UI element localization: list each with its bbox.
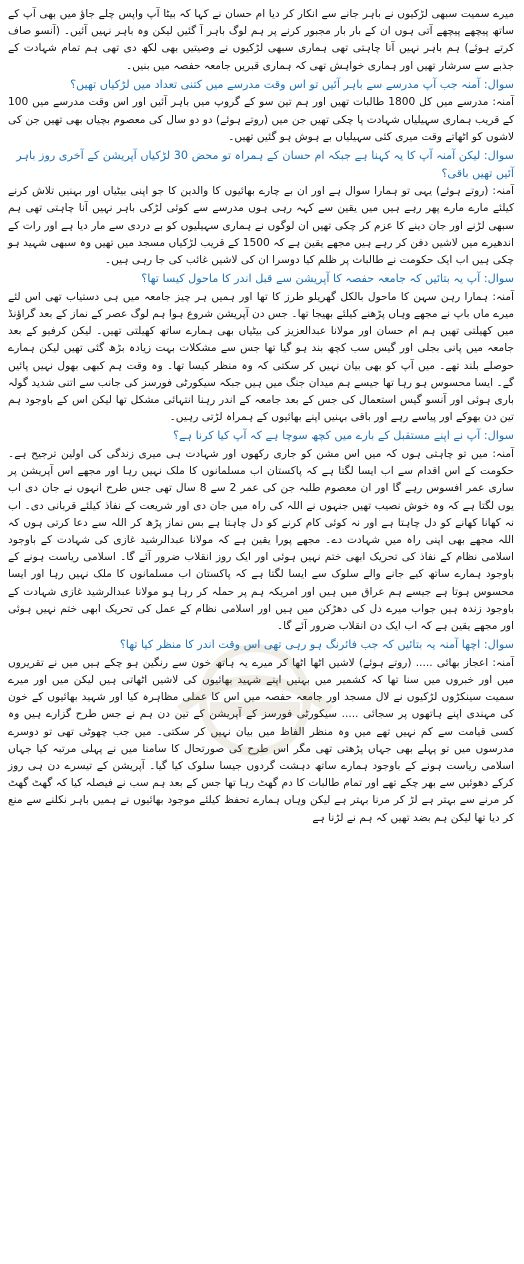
interview-answer: میرے سمیت سبھی لڑکیوں نے باہر جانے سے انکار کر دیا ام حسان نے کہا کہ بیٹا آپ واپس چلے جاؤ میں بھی آپ کے ساتھ پیچھے پیچھے آتی ہوں ان کے بار بار مجبور کرنے پر ہم لوگ باہر آ گئیں لیکن وہ باہر نہیں آئیں۔ (آنسو صاف کرتے ہوئے) ہم باہر نہیں آنا چاہتی تھی ہماری سبھی لڑکیوں نے وصیتیں بھی لکھ دی تھی ہم تمام شہادت کے جذبے سے سرشار تھیں اور ہماری خواہش تھی کہ ہماری قبریں جامعہ حفصہ میں بنیں۔ [8, 8, 514, 72]
interview-answer: آمنہ: اعجاز بھائی ..... (روتے ہوئے) لاشیں اٹھا اٹھا کر میرے یہ ہاتھ خون سے رنگین ہو چکے ہیں میں نے تقریروں میں اور خبروں میں سنا تھا کہ کشمیر میں بہنیں اپنے شہید بھائیوں کی لاشیں اٹھاتی ہیں لیکن میں اور میرے سمیت سینکڑوں لڑکیوں نے لال مسجد اور جامعہ حفصہ میں اس کا عملی مظاہرہ کیا اور شہید بھائیوں کے خون کی مہندی اپنے ہاتھوں پر سجائی ..... سیکورٹی فورسز کے آپریشن کے تین دن ہم نے جس طرح گزارے ہیں وہ کسی قیامت سے کم نہیں تھے میں وہ منظر الفاظ میں بیان نہیں کر سکتی۔ میں جب چھوٹی تھی تو دوسرے مدرسوں میں تو پہلے بھی جہاں پڑھتی تھی مگر اس طرح کی صورتحال کا سامنا میں نے پہلی مرتبہ کیا جہاں اسلامی ریاست ہونے کے باوجود ہمارے ساتھ دہشت گردوں جیسا سلوک کیا گیا۔ آپریشن کے تیسرے دن ہی روز کرکے دھوئیں سے بھر چکے تھے اور تمام طالبات کا دم گھٹ رہا تھا جس کے بعد ہم سب نے فیصلہ کیا کہ گھٹ گھٹ کر مرنے سے بہتر ہے لڑ کر مرنا بہتر ہے لیکن وہاں ہمارے تحفظ کیلئے موجود بھائیوں نے ہمیں باہر نکلنے سے منع کر دیا تھا لیکن ہم بضد تھیں کہ ہم نے لڑنا ہے [8, 656, 514, 824]
interview-question: سوال: آپ یہ بتائیں کہ جامعہ حفصہ کا آپریشن سے قبل اندر کا ماحول کیسا تھا؟ [141, 272, 514, 286]
interview-answer: آمنہ: مدرسے میں کل 1800 طالبات تھیں اور ہم تین سو کے گروپ میں باہر آئیں اور اس وقت مدرسے میں 100 کے قریب ہماری سہیلیاں شہادت پا چکی تھیں جن میں (روتے ہوئے) دو دو سال کی معصوم بچیاں بھی تھیں جن کی لاشوں کو اٹھاتے وقت میری کئی سہیلیاں بے ہوش ہو گئیں تھیں۔ [8, 96, 514, 143]
interview-question: سوال: لیکن آمنہ آپ کا یہ کہنا ہے جبکہ ام حسان کے ہمراہ تو محض 30 لڑکیاں آپریشن کے آخری روز باہر آئیں تھیں باقی؟ [16, 149, 514, 180]
interview-question: سوال: اچھا آمنہ یہ بتائیں کہ جب فائرنگ ہو رہی تھی اس وقت اندر کا منظر کیا تھا؟ [119, 638, 514, 652]
interview-answer: آمنہ: میں تو چاہتی ہوں کہ میں اس مشن کو جاری رکھوں اور شہادت ہی میری زندگی کی اولین ترجیح ہے۔ حکومت کے اس اقدام سے اب ایسا لگتا ہے کہ پاکستان اب مسلمانوں کا ملک نہیں رہا اور مجھے اس آپریشن پر ساری عمر افسوس رہے گا اور ان معصوم طلبہ جن کی عمر 2 سے 8 سال تھی جس طرح انہوں نے جان دی اب یوں لگتا ہے کہ وہ خوش نصیب تھیں جنہوں نے اللہ کی راہ میں جان دی اور شریعت کے نفاذ کیلئے قربانی دی۔ اب نہ کھانا کھانے کو دل چاہتا ہے اور نہ کوئی کام کرنے کو دل چاہتا ہے بس نماز پڑھ کر اللہ سے دعا کرتی ہوں کہ اللہ مجھے بھی اپنی راہ میں شہادت دے۔ مجھے پورا یقین ہے کہ مولانا عبدالرشید غازی کی شہادت کے باوجود اسلامی نظام کے نفاذ کی تحریک ابھی ختم نہیں ہوئی اور ایک روز انقلاب ضرور آئے گا۔ اسلامی ریاست ہونے کے باوجود ہمارے ساتھ کیے جانے والے سلوک سے ایسا لگتا ہے کہ پاکستان اب مسلمانوں کا ملک نہیں رہا اور ایسا محسوس ہوتا ہے جیسے ہم عراق میں ہیں اور امریکہ ہم پر حملہ کر رہا ہو مولانا عبدالرشید غازی شہادت کے باوجود زندہ ہیں جواب میرے دل کی دھڑکن میں ہیں اور اسلامی نظام کے عمل کی تحریک ابھی ختم نہیں ہوئی اور مجھے یقین ہے کہ اب ایک دن انقلاب ضرور آئے گا۔ [8, 448, 514, 633]
interview-answer: آمنہ: (روتے ہوئے) یہی تو ہمارا سوال ہے اور ان بے چارے بھائیوں کا والدین کا جو اپنی بیٹیاں اور بہنیں تلاش کرنے کیلئے مارے مارے پھر رہے ہیں میں یقین سے کہہ رہی ہوں مدرسے سے کوئی لڑکی باہر نہیں آنا چاہتی تھی ہم سبھی لڑنے اور جان دینے کا عزم کر چکی تھیں ان لوگوں نے ہماری سہیلیوں کو بے دردی سے مار دیا ہے اور رات کے اندھیرے میں لاشیں دفن کر رہے ہیں مجھے یقین ہے کہ 1500 کے قریب لڑکیاں مسجد میں تھیں وہ سبھی شہید ہو چکی ہیں اب ایک حکومت نے طالبات پر ظلم کیا دوسرا ان کی لاشیں غائب کی جا رہی ہیں۔ [8, 185, 514, 267]
interview-question: سوال: آمنہ جب آپ مدرسے سے باہر آئیں تو اس وقت مدرسے میں کتنی تعداد میں لڑکیاں تھیں؟ [70, 77, 514, 91]
interview-question: سوال: آپ نے اپنے مستقبل کے بارے میں کچھ سوچا ہے کہ آپ کیا کرنا ہے؟ [173, 429, 514, 443]
interview-answer: آمنہ: ہمارا رہن سہن کا ماحول بالکل گھریلو طرز کا تھا اور ہمیں ہر چیز جامعہ میں ہی دستیاب تھی اس لئے میرے ماں باپ نے مجھے وہاں پڑھنے کیلئے بھیجا تھا۔ جس دن آپریشن شروع ہوا ہم لوگ عصر کے نماز کے بعد گراؤنڈ میں کھیلتی تھیں ہم ام حسان اور مولانا عبدالعزیز کی بیٹیاں بھی ہمارے ساتھ کھیلتی تھیں۔ لیکن کرفیو کے بعد جامعہ میں پانی بجلی اور گیس سب کچھ بند ہو گیا تھا جس سے مشکلات بہت زیادہ بڑھ گئی تھیں لیکن ہمارے حوصلے بلند تھے۔ میں آپ کو بھی بیان نہیں کر سکتی کہ وہ منظر کیسا تھا۔ وہ وقت ہم کبھی بھول نہیں پائیں گے۔ ایسا محسوس ہو رہا تھا جیسے ہم میدان جنگ میں ہیں جبکہ سیکورٹی فورسز کی جانب سے اتنی شدید گولہ باری ہوئی اور آنسو گیس استعمال کی جس کے بعد جامعہ کے اندر رہنا انتہائی مشکل تھا لیکن اس کے باوجود ہم تین دن بھوکے اور پیاسے رہے اور باقی بہنیں اپنے بھائیوں کے ہمراہ لڑتی رہیں۔ [8, 290, 514, 424]
